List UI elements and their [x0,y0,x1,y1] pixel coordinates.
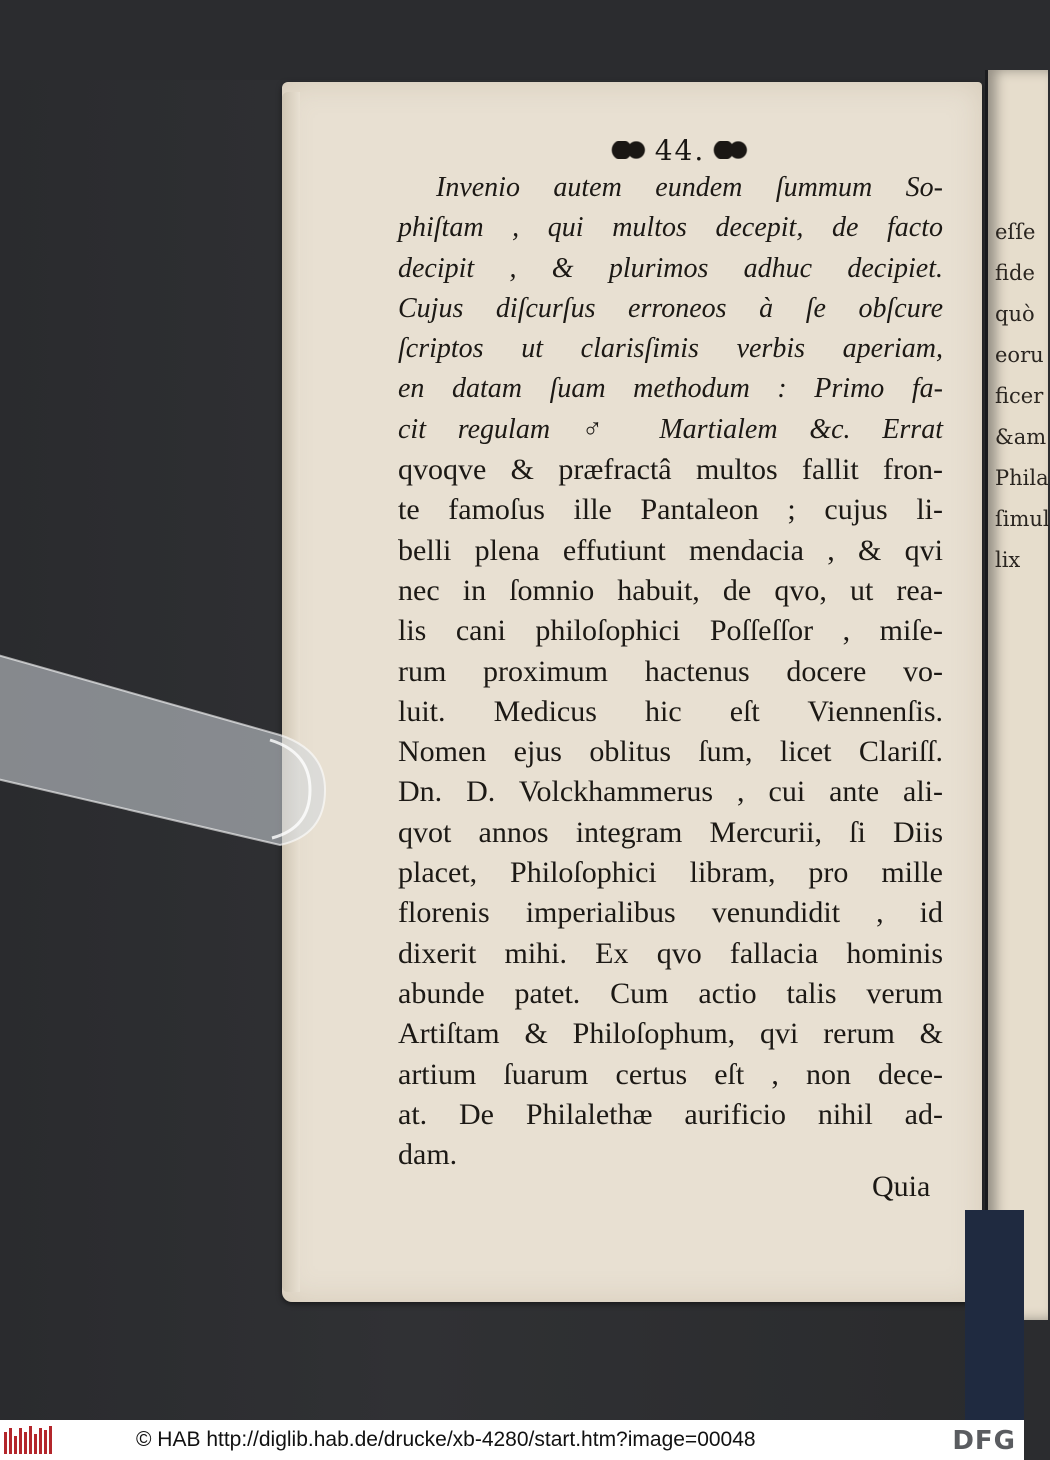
facing-page-fragment: eoru [995,343,1044,367]
dfg-logo: DFG [952,1426,1016,1456]
facing-page-fragment: lix [995,548,1021,572]
background-top [0,0,1024,80]
text-line: qvoqve & præfractâ multos fallit fron- [398,453,943,487]
facing-page-fragment: eſſe [995,220,1036,244]
text-line: Dn. D. Volckhammerus , cui ante ali- [398,775,943,809]
facing-page-fragment: ficer [995,384,1044,408]
binding-edge [965,1210,1024,1420]
hab-logo-icon [4,1426,52,1454]
text-line: artium ſuarum certus eſt , non dece- [398,1057,943,1091]
facing-page-fragment: &am [995,425,1047,449]
text-line: Invenio autem eundem ſummum So- [436,172,943,203]
facing-page-fragment: quò [995,302,1035,326]
text-line: nec in ſomnio habuit, de qvo, ut rea- [398,573,943,607]
text-line: dixerit mihi. Ex qvo fallacia hominis [398,936,943,970]
text-line: florenis imperialibus venundidit , id [398,896,943,930]
text-line: en datam ſuam methodum : Primo fa- [398,373,943,405]
text-line: abunde patet. Cum actio talis verum [398,976,943,1010]
text-line: Artiſtam & Philoſophum, qvi rerum & [398,1017,943,1051]
text-line: Cujus diſcurſus erroneos à ſe obſcure [398,292,943,324]
text-line: decipit , & plurimos adhuc decipiet. [398,252,943,284]
text-line: Nomen ejus oblitus ſum, licet Clariſſ. [398,735,943,769]
page-number: 44. [654,133,706,167]
catchword: Quia [872,1170,931,1203]
text-line: at. De Philalethæ aurificio nihil ad- [398,1097,943,1131]
text-line: dam. [398,1138,458,1172]
text-line: placet, Philoſophici libram, pro mille [398,856,943,890]
right-ornament-icon [713,141,749,159]
text-line: ſcriptos ut clarisſimis verbis aperiam, [398,333,943,365]
text-line: qvot annos integram Mercurii, ſi Diis [398,815,943,849]
source-link[interactable]: © HAB http://diglib.hab.de/drucke/xb-4280/start.htm?image=00048 [136,1428,756,1451]
left-ornament-icon [611,141,647,159]
text-line: cit regulam ♂ Martialem &c. Errat [398,413,943,445]
page-header [590,130,770,170]
text-line: lis cani philoſophici Poſſeſſor , miſe- [398,614,943,648]
text-line: phiſtam , qui multos decepit, de facto [398,212,943,244]
facing-page-fragment: ſimul [995,507,1050,531]
facing-page-fragment: Phila [995,466,1049,490]
text-line: luit. Medicus hic eſt Viennenſis. [398,694,943,728]
facing-page-edge [985,70,1048,1320]
footer-bar [0,1420,1024,1460]
text-line: belli plena effutiunt mendacia , & qvi [398,533,943,567]
text-line: rum proximum hactenus docere vo- [398,654,943,688]
page-text [398,168,943,1175]
facing-page-fragment: fide [995,261,1035,285]
text-line: te famoſus ille Pantaleon ; cujus li- [398,493,943,527]
